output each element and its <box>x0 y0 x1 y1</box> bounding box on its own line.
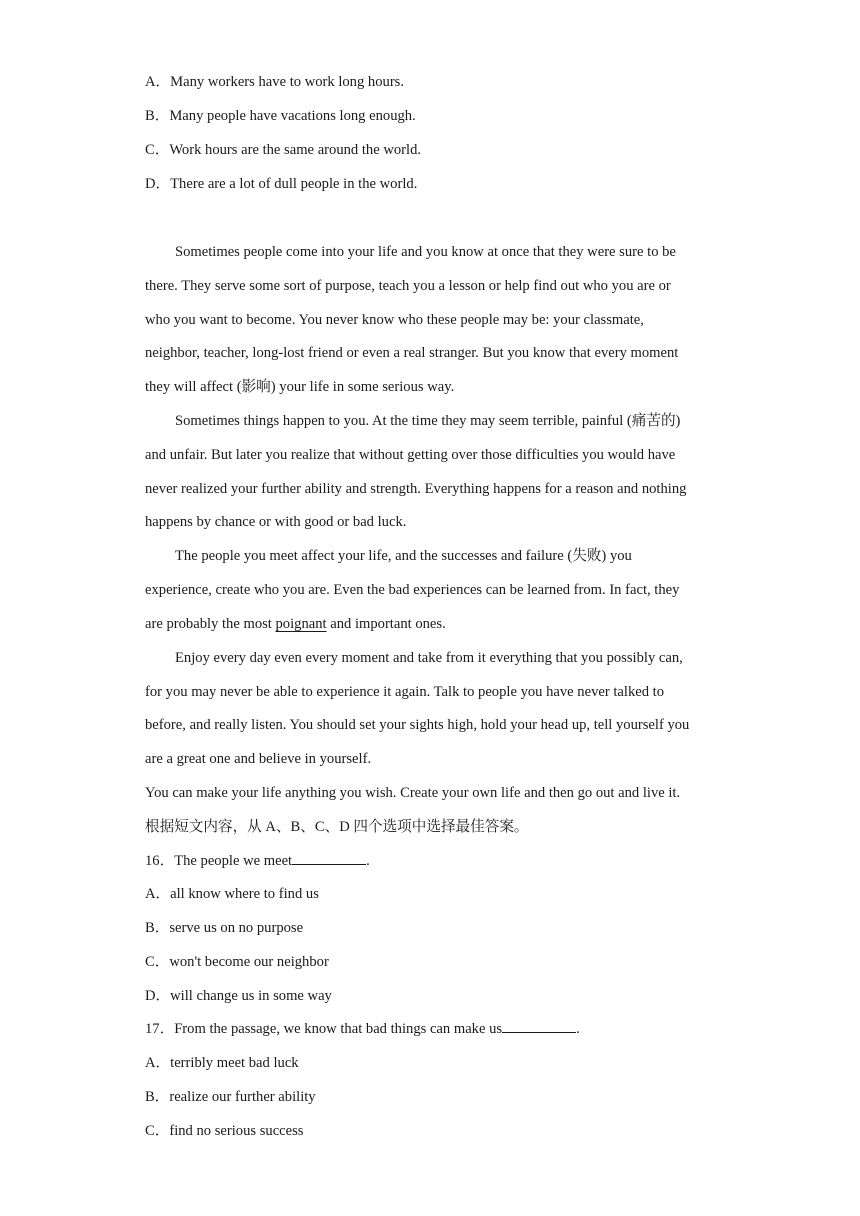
passage-p2-line: Sometimes things happen to you. At the time they may seem terrible, painful (痛苦的) <box>175 413 681 429</box>
q16-stem: 16．The people we meet . <box>145 853 370 869</box>
q16-option-c: C．won't become our neighbor <box>145 954 329 970</box>
passage-p4-line: Enjoy every day even every moment and take from it everything that you possibly can, <box>175 650 683 666</box>
passage-p4-line: before, and really listen. You should set your sights high, hold your head up, tell yourself you <box>145 717 690 733</box>
passage-p1-line: Sometimes people come into your life and you know at once that they were sure to be <box>175 244 676 260</box>
q16-option-d: D．will change us in some way <box>145 988 332 1004</box>
answer-blank <box>292 851 366 865</box>
q17-option-c: C．find no serious success <box>145 1123 304 1139</box>
q17-option-b: B．realize our further ability <box>145 1089 316 1105</box>
q17-stem: 17．From the passage, we know that bad things can make us . <box>145 1021 580 1037</box>
passage-p3-line: The people you meet affect your life, and the successes and failure (失败) you <box>175 548 632 564</box>
q15-option-a: A．Many workers have to work long hours. <box>145 74 405 90</box>
q15-option-b: B．Many people have vacations long enough. <box>145 108 416 124</box>
q15-option-c: C．Work hours are the same around the world. <box>145 142 422 158</box>
passage-p1-line: there. They serve some sort of purpose, teach you a lesson or help find out who you are or <box>145 278 671 294</box>
q16-option-b: B．serve us on no purpose <box>145 920 304 936</box>
q15-option-d: D．There are a lot of dull people in the world. <box>145 176 418 192</box>
instruction-text: 根据短文内容，从 A、B、C、D 四个选项中选择最佳答案。 <box>145 819 529 835</box>
passage-p2-line: and unfair. But later you realize that without getting over those difficulties you would have <box>145 447 676 463</box>
passage-p2-line: never realized your further ability and strength. Everything happens for a reason and nothing <box>145 481 687 497</box>
passage-p2-line: happens by chance or with good or bad luck. <box>145 514 407 530</box>
q17-option-a: A．terribly meet bad luck <box>145 1055 299 1071</box>
q16-option-a: A．all know where to find us <box>145 886 319 902</box>
passage-p5-line: You can make your life anything you wish. Create your own life and then go out and live it. <box>145 785 681 801</box>
passage-p1-line: who you want to become. You never know who these people may be: your classmate, <box>145 312 644 328</box>
passage-p4-line: are a great one and believe in yourself. <box>145 751 372 767</box>
passage-p1-line: neighbor, teacher, long-lost friend or even a real stranger. But you know that every moment <box>145 345 679 361</box>
passage-p1-line: they will affect (影响) your life in some serious way. <box>145 379 455 395</box>
answer-blank <box>502 1019 576 1033</box>
underlined-word: poignant <box>275 616 327 632</box>
passage-p3-line: are probably the most poignant and important ones. <box>145 616 446 632</box>
passage-p4-line: for you may never be able to experience it again. Talk to people you have never talked to <box>145 684 665 700</box>
passage-p3-line: experience, create who you are. Even the bad experiences can be learned from. In fact, they <box>145 582 680 598</box>
